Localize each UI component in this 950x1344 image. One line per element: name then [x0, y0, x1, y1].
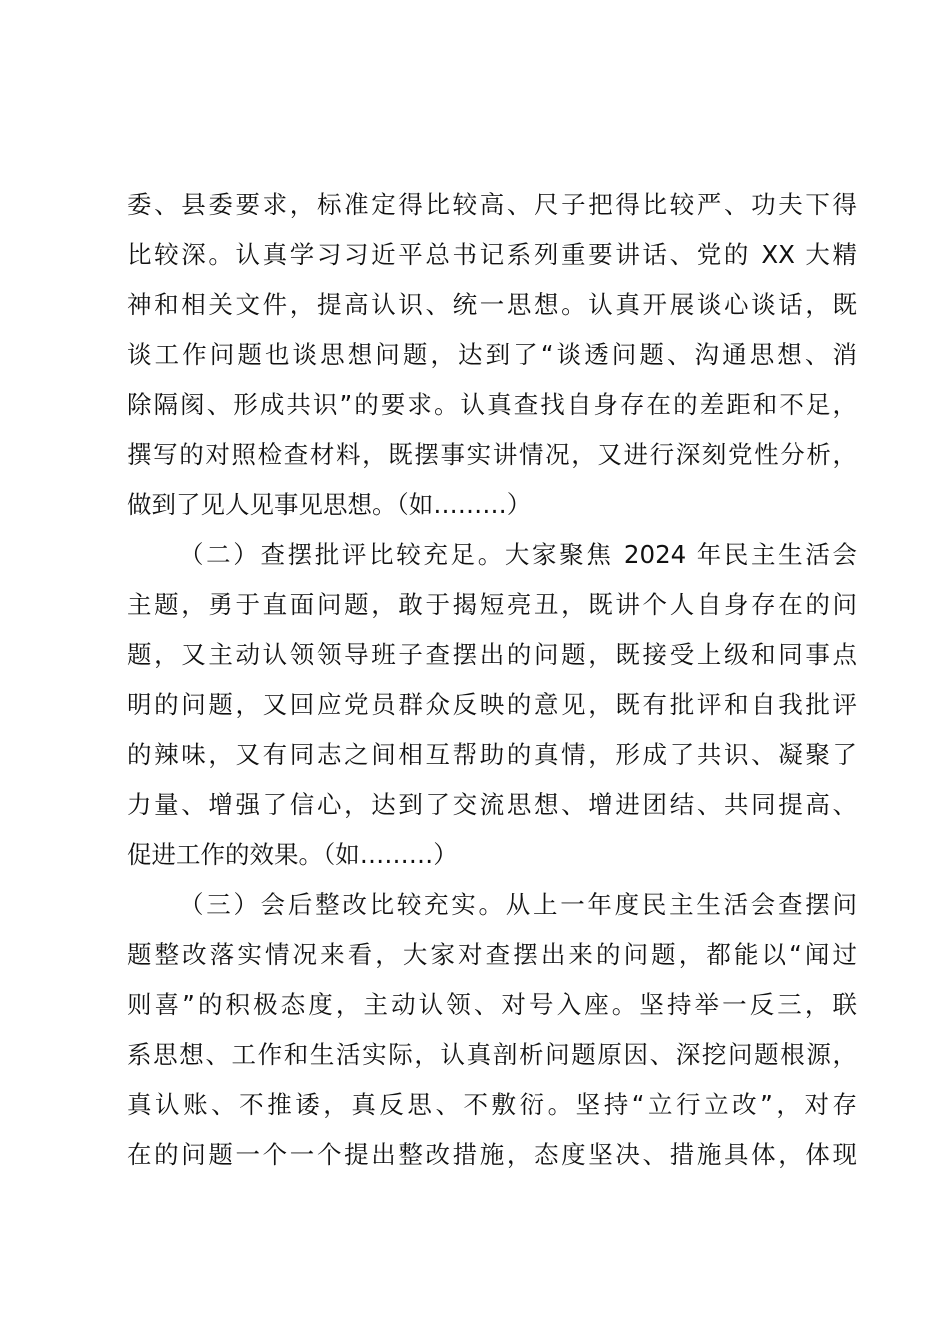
- text-line: 撰写的对照检查材料，既摆事实讲情况，又进行深刻党性分析，: [127, 440, 857, 469]
- text-line: 谈工作问题也谈思想问题，达到了“谈透问题、沟通思想、消: [127, 340, 857, 369]
- text-line: 的辣味，又有同志之间相互帮助的真情，形成了共识、凝聚了: [127, 740, 857, 769]
- text-line: 力量、增强了信心，达到了交流思想、增进团结、共同提高、: [127, 790, 857, 819]
- paragraph-2: [127, 530, 857, 880]
- text-line: 真认账、不推诿，真反思、不敷衍。坚持“立行立改”，对存: [127, 1090, 857, 1119]
- text-line: 则喜”的积极态度，主动认领、对号入座。坚持举一反三，联: [127, 990, 857, 1019]
- paragraph-1: [127, 180, 857, 530]
- text-line: 神和相关文件，提高认识、统一思想。认真开展谈心谈话，既: [127, 290, 857, 319]
- text-line: 比较深。认真学习习近平总书记系列重要讲话、党的 XX 大精: [127, 240, 857, 269]
- text-line: 题整改落实情况来看，大家对查摆出来的问题，都能以“闻过: [127, 940, 857, 969]
- text-line: 除隔阂、形成共识”的要求。认真查找自身存在的差距和不足，: [127, 390, 857, 419]
- text-line: 系思想、工作和生活实际，认真剖析问题原因、深挖问题根源，: [127, 1040, 857, 1069]
- paragraph-3: [127, 880, 857, 1180]
- text-line: 在的问题一个一个提出整改措施，态度坚决、措施具体，体现: [127, 1140, 857, 1169]
- text-line: 主题，勇于直面问题，敢于揭短亮丑，既讲个人自身存在的问: [127, 590, 857, 619]
- text-line: 做到了见人见事见思想。（如………）: [127, 490, 532, 519]
- text-line: 委、县委要求，标准定得比较高、尺子把得比较严、功夫下得: [127, 190, 857, 219]
- text-line: 促进工作的效果。（如………）: [127, 840, 458, 869]
- body-text: [127, 180, 857, 1180]
- text-line: 题，又主动认领领导班子查摆出的问题，既接受上级和同事点: [127, 640, 857, 669]
- text-line: 明的问题，又回应党员群众反映的意见，既有批评和自我批评: [127, 690, 857, 719]
- text-line: （三）会后整改比较充实。从上一年度民主生活会查摆问: [179, 890, 857, 919]
- text-line: （二）查摆批评比较充足。大家聚焦 2024 年民主生活会: [179, 540, 857, 569]
